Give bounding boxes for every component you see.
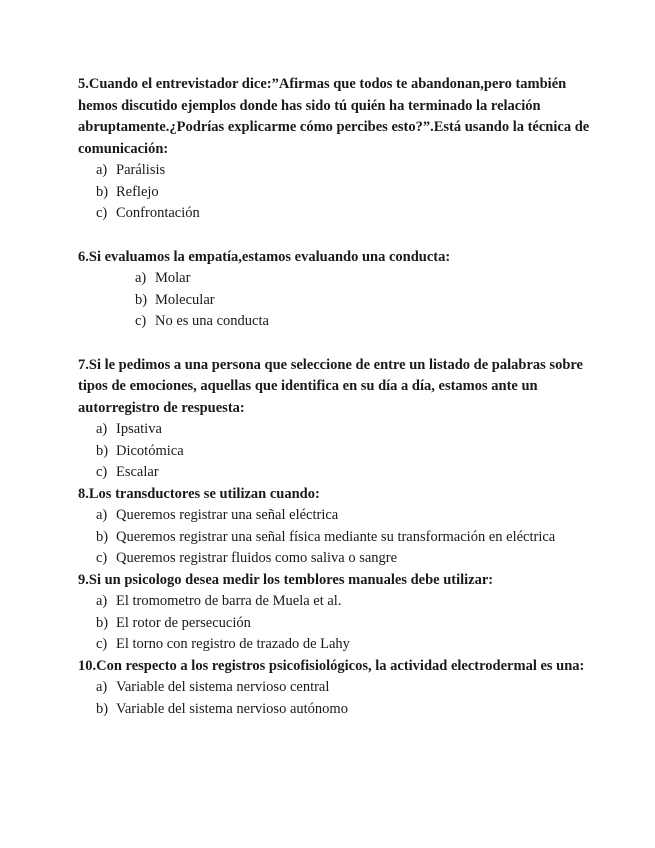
option-text: Variable del sistema nervioso autónomo <box>116 700 348 717</box>
option-item <box>96 182 598 204</box>
question-text: 8.Los transductores se utilizan cuando: <box>78 485 320 502</box>
question-block <box>78 247 598 333</box>
option-letter: a) <box>135 270 147 286</box>
question-block <box>78 74 598 225</box>
question-text: 5.Cuando el entrevistador dice:”Afirmas que todos te abandonan,pero también hemos discutido ejemplos donde has sido tú quién ha terminado la relación abruptamente.¿Podrías explicarme cómo percibes esto?”.Está usando la técnica de comunicación: <box>78 76 590 157</box>
option-letter: a) <box>96 593 108 609</box>
option-letter: b) <box>96 442 109 459</box>
document-page <box>78 74 598 720</box>
option-item <box>96 634 598 656</box>
question-text: 9.Si un psicologo desea medir los temblores manuales debe utilizar: <box>78 571 494 588</box>
option-list <box>78 591 598 656</box>
option-item <box>96 548 598 570</box>
option-text: El tromometro de barra de Muela et al. <box>116 593 342 609</box>
option-item <box>135 268 598 290</box>
option-item <box>96 160 598 182</box>
option-list <box>78 268 598 333</box>
option-text: Dicotómica <box>116 442 184 459</box>
spacer <box>78 333 598 355</box>
option-letter: a) <box>96 507 108 523</box>
option-item <box>96 677 598 699</box>
option-letter: a) <box>96 421 108 437</box>
option-text: Escalar <box>116 464 159 480</box>
option-letter: b) <box>96 700 109 717</box>
option-text: Parálisis <box>116 162 166 178</box>
option-item <box>135 290 598 312</box>
option-letter: c) <box>135 313 147 329</box>
option-letter: a) <box>96 162 108 178</box>
option-text: Confrontación <box>116 205 200 221</box>
option-letter: c) <box>96 205 108 221</box>
option-letter: c) <box>96 550 108 566</box>
option-item <box>96 527 598 549</box>
option-text: El rotor de persecución <box>116 614 251 631</box>
question-block <box>78 484 598 570</box>
option-letter: b) <box>96 183 109 200</box>
question-block <box>78 355 598 484</box>
option-item <box>96 462 598 484</box>
option-item <box>96 419 598 441</box>
option-text: Queremos registrar una señal eléctrica <box>116 507 339 523</box>
option-text: Molar <box>155 270 191 286</box>
option-item <box>96 505 598 527</box>
spacer <box>78 225 598 247</box>
question-block <box>78 656 598 721</box>
option-item <box>96 441 598 463</box>
option-text: El torno con registro de trazado de Lahy <box>116 636 350 652</box>
option-text: Reflejo <box>116 183 159 200</box>
question-text: 7.Si le pedimos a una persona que seleccione de entre un listado de palabras sobre tipos de emociones, aquellas que identifica en su día a día, estamos ante un autorregistro de respuesta: <box>78 356 583 416</box>
option-item <box>96 591 598 613</box>
option-item <box>135 311 598 333</box>
option-item <box>96 699 598 721</box>
option-item <box>96 613 598 635</box>
option-letter: a) <box>96 679 108 695</box>
option-letter: b) <box>96 614 109 631</box>
question-text: 6.Si evaluamos la empatía,estamos evaluando una conducta: <box>78 248 451 265</box>
option-list <box>78 505 598 570</box>
option-letter: c) <box>96 464 108 480</box>
question-block <box>78 570 598 656</box>
option-text: Queremos registrar fluidos como saliva o sangre <box>116 550 398 566</box>
option-list <box>78 160 598 225</box>
option-text: Queremos registrar una señal física mediante su transformación en eléctrica <box>116 528 556 545</box>
option-list <box>78 677 598 720</box>
option-item <box>96 203 598 225</box>
option-letter: b) <box>96 528 109 545</box>
option-text: Variable del sistema nervioso central <box>116 679 330 695</box>
option-text: Molecular <box>155 291 215 308</box>
option-text: Ipsativa <box>116 421 162 437</box>
option-letter: b) <box>135 291 148 308</box>
question-text: 10.Con respecto a los registros psicofisiológicos, la actividad electrodermal es una: <box>78 657 585 674</box>
option-letter: c) <box>96 636 108 652</box>
option-text: No es una conducta <box>155 313 269 329</box>
option-list <box>78 419 598 484</box>
